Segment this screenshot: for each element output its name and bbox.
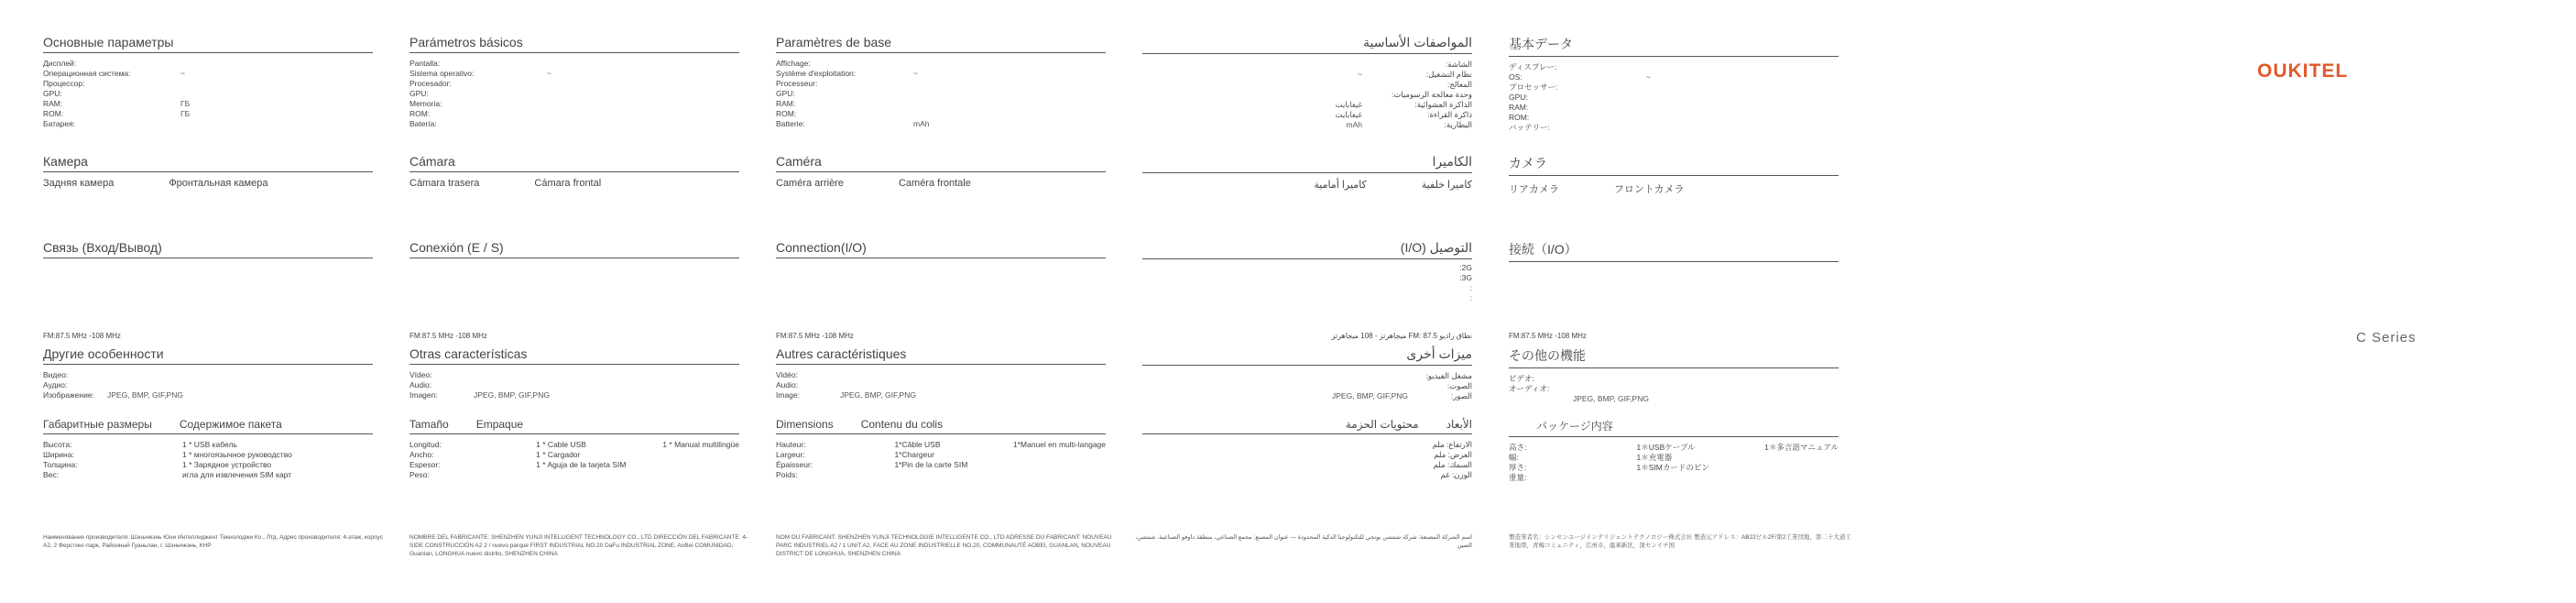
dimension-row: Высота:: [43, 440, 72, 449]
package-list: [894, 440, 1001, 480]
spec-label: نظام التشغيل:: [1425, 70, 1472, 79]
other-features-title: Другие особенности: [43, 346, 373, 365]
other-features-section: [776, 346, 1106, 400]
camera-labels: [1142, 179, 1472, 191]
spec-label: GPU:: [409, 89, 429, 98]
rear-camera-label: كاميرا خلفية: [1421, 180, 1472, 191]
basic-rows: [43, 59, 373, 129]
spec-label: الشاشة:: [1445, 60, 1472, 69]
other-features-section: [409, 346, 739, 400]
basic-title: 基本データ: [1509, 35, 1839, 57]
spec-label: المعالج:: [1447, 80, 1472, 89]
connection-section: [43, 240, 373, 258]
feature-row: [1509, 394, 1839, 404]
spec-label: الذاكرة العشوائية:: [1414, 100, 1472, 109]
dims-package-body: [43, 440, 373, 480]
dims-package-header: [1509, 418, 1839, 437]
feature-row: [1142, 371, 1472, 381]
connection-title: 接続（I/O）: [1509, 240, 1839, 262]
basic-title: Parámetros básicos: [409, 35, 739, 53]
package-item: 1 * Cable USB: [536, 440, 586, 449]
other-features-section: [1509, 346, 1839, 404]
spec-row: [1142, 100, 1472, 110]
spec-row: [43, 119, 373, 129]
spec-label: Батарея:: [43, 119, 76, 128]
spec-row: [1509, 82, 1839, 93]
spec-label: ROM:: [409, 109, 431, 118]
other-rows: [43, 370, 373, 400]
spec-row: [1509, 62, 1839, 72]
feature-label: Audio:: [409, 380, 432, 389]
connection-title: التوصيل (I/O): [1142, 240, 1472, 259]
other-rows: [409, 370, 739, 400]
manufacturer-footer: Наименование производителя: Шэньчжэнь Юни Интеллиджент Текнолоджи Ко., Лтд. Адрес производителя: 4-этаж, корпус А2, 2 Ферстинг-парк, Районный Гуаньлан, г. Шэньчжэнь, КНР: [43, 534, 383, 549]
other-features-title: Autres caractéristiques: [776, 346, 1106, 365]
spec-label: وحدة معالجة الرسوميات:: [1391, 90, 1472, 99]
dimension-row: الوزن: غم: [1440, 470, 1472, 479]
connection-rows: [1142, 263, 1472, 303]
spec-label: GPU:: [43, 89, 62, 98]
spec-column-fr: [776, 0, 1112, 603]
rear-camera-label: リアカメラ: [1509, 184, 1559, 195]
dimension-row: Espesor:: [409, 460, 441, 469]
basic-title: المواصفات الأساسية: [1142, 35, 1472, 54]
connection-title: Connection(I/O): [776, 240, 1106, 258]
camera-title: Caméra: [776, 154, 1106, 172]
package-item: 1 * USB кабель: [182, 440, 237, 449]
dimension-row: Толщина:: [43, 460, 78, 469]
spec-label: Memoria:: [409, 99, 442, 108]
feature-label: [1509, 394, 1564, 404]
manufacturer-footer: NOM DU FABRICANT: SHENZHEN YUNJI TECHNOLOGIE INTELLIGENTE CO., LTD ADRESSE DU FABRICANT: NOUVEAU PARC INDUSTRIEL A2 / 1 UNIT A2, FACE AU ZONE INDUSTRIELLE NO.20, COMMUNAUTÉ AOBEI, GUANLAN, NOUVEAU DISTRICT DE LONGHUA, SHENZHEN CHINA: [776, 534, 1112, 557]
spec-label: ذاكرة القراءة:: [1427, 110, 1472, 119]
package-title: Содержимое пакета: [179, 418, 282, 431]
basic-title: Paramètres de base: [776, 35, 1106, 53]
connection-row: :: [1469, 293, 1472, 302]
spec-row: [409, 79, 739, 89]
dims-package-header: [43, 418, 373, 434]
camera-labels: [776, 178, 1106, 189]
fm-range: FM:87.5 MHz -108 MHz: [1509, 332, 1587, 340]
dimension-row: 高さ:: [1509, 443, 1527, 452]
spec-label: RAM:: [43, 99, 63, 108]
brand-logo: OUKITEL: [2257, 60, 2349, 82]
dimensions-list: [1509, 443, 1626, 483]
spec-label: ROM:: [776, 109, 797, 118]
package-item: 1＊多言語マニュアル: [1764, 443, 1839, 452]
feature-label: Vídeo:: [409, 370, 432, 379]
front-camera-label: Caméra frontale: [898, 178, 971, 189]
front-camera-label: Cámara frontal: [534, 178, 602, 189]
dimensions-list: [409, 440, 525, 480]
package-item: 1 * Aguja de la tarjeta SIM: [536, 460, 627, 469]
dimension-row: Longitud:: [409, 440, 442, 449]
spec-value: غيغابايت: [1335, 110, 1362, 119]
rear-camera-label: Cámara trasera: [409, 178, 480, 189]
camera-section: [1142, 154, 1472, 191]
basic-section: [409, 35, 739, 129]
feature-value: JPEG, BMP, GIF,PNG: [107, 390, 183, 400]
spec-row: [1142, 80, 1472, 90]
dimensions-section: [43, 418, 373, 480]
dimension-row: السمك: ملم: [1433, 460, 1472, 469]
spec-label: Sistema operativo:: [409, 69, 475, 78]
rear-camera-label: Caméra arrière: [776, 178, 844, 189]
rear-camera-label: Задняя камера: [43, 178, 115, 189]
package-item: 1*Câble USB: [894, 440, 941, 449]
basic-section: [1509, 35, 1839, 133]
spec-label: バッテリー:: [1509, 123, 1550, 132]
spec-value: ~: [180, 69, 185, 78]
package-extra: [662, 440, 739, 480]
spec-label: Дисплей:: [43, 59, 77, 68]
package-list: [536, 440, 651, 480]
package-item: 1*Manuel en multi-langage: [1012, 440, 1106, 449]
spec-label: Batterie:: [776, 119, 805, 128]
spec-label: Pantalla:: [409, 59, 441, 68]
feature-row: [1142, 391, 1472, 401]
camera-title: カメラ: [1509, 154, 1839, 176]
front-camera-label: كاميرا أمامية: [1314, 180, 1367, 191]
spec-row: [776, 79, 1106, 89]
dimensions-list: [1344, 440, 1472, 480]
spec-label: RAM:: [776, 99, 796, 108]
spec-label: Affichage:: [776, 59, 811, 68]
feature-row: [43, 370, 373, 380]
spec-label: OS:: [1509, 72, 1523, 82]
dimensions-list: [43, 440, 171, 480]
dimension-row: 厚さ:: [1509, 463, 1527, 472]
feature-label: Audio:: [776, 380, 799, 389]
package-item: 1 * Зарядное устройство: [182, 460, 272, 469]
dimensions-title: Габаритные размеры: [43, 418, 152, 431]
spec-label: GPU:: [1509, 93, 1528, 102]
package-item: 1*Chargeur: [894, 450, 934, 459]
dimension-row: Hauteur:: [776, 440, 806, 449]
spec-label: Système d'exploitation:: [776, 69, 857, 78]
spec-row: [776, 59, 1106, 69]
spec-column-ru: [43, 0, 383, 603]
feature-label: مشغل الفيديو:: [1425, 371, 1472, 380]
spec-value: ГБ: [180, 109, 191, 118]
dimension-row: 幅:: [1509, 453, 1519, 462]
spec-label: プロセッサー:: [1509, 82, 1558, 92]
package-title: パッケージ内容: [1536, 420, 1613, 433]
package-list: [182, 440, 311, 480]
spec-row: [1509, 103, 1839, 113]
feature-label: Imagen:: [409, 390, 438, 400]
connection-row: 2G:: [1459, 263, 1472, 272]
package-list: [1637, 443, 1754, 483]
dimension-row: Largeur:: [776, 450, 805, 459]
dimension-row: Épaisseur:: [776, 460, 813, 469]
dimension-row: 重量:: [1509, 473, 1527, 482]
other-rows: [1509, 374, 1839, 404]
manufacturer-footer: 製造業者名：シンセンユージインテリジェントテクノロジー株式会社 製造元アドレス：AB22ビル2F/第2工業団地，第二十大道工業地帯，青梅コミュニティ，広州市，龍華新区，深センイチ国: [1509, 534, 1851, 549]
package-extra: [1764, 443, 1839, 483]
package-item: игла для извлечения SIM карт: [182, 470, 292, 479]
spec-row: [1142, 60, 1472, 70]
front-camera-label: フロントカメラ: [1613, 184, 1685, 195]
spec-row: [409, 59, 739, 69]
feature-value: JPEG, BMP, GIF,PNG: [840, 390, 916, 400]
spec-row: [409, 69, 739, 79]
camera-labels: [409, 178, 739, 189]
spec-row: [43, 89, 373, 99]
package-item: 1 * Cargador: [536, 450, 581, 459]
spec-value: ~: [1358, 70, 1362, 79]
fm-range: FM:87.5 MHz -108 MHz: [43, 332, 121, 340]
feature-value: JPEG, BMP, GIF,PNG: [1332, 391, 1408, 400]
feature-value: JPEG, BMP, GIF,PNG: [474, 390, 550, 400]
series-label: C Series: [2356, 330, 2417, 345]
spec-row: [43, 79, 373, 89]
spec-label: البطارية:: [1444, 120, 1472, 129]
dims-package-header: [776, 418, 1106, 434]
feature-label: الصور:: [1450, 391, 1472, 400]
connection-section: [776, 240, 1106, 258]
feature-label: Аудио:: [43, 380, 68, 389]
camera-title: الكاميرا: [1142, 154, 1472, 173]
other-features-section: [43, 346, 373, 400]
spec-row: [776, 89, 1106, 99]
spec-value: mAh: [913, 119, 930, 128]
dimensions-section: [1142, 418, 1472, 480]
spec-row: [409, 109, 739, 119]
spec-row: [1509, 113, 1839, 123]
dims-package-header: [1142, 418, 1472, 434]
fm-range: نطاق راديو FM: 87.5 ميجاهرتز - 108 ميجاهرتز: [1331, 332, 1472, 340]
spec-value: ~: [547, 69, 551, 78]
feature-label: Vidéo:: [776, 370, 798, 379]
connection-title: Связь (Вход/Вывод): [43, 240, 373, 258]
feature-row: [776, 370, 1106, 380]
spec-label: ROM:: [43, 109, 64, 118]
spec-column-ar: [1135, 0, 1472, 603]
feature-row: [409, 390, 739, 400]
spec-value: ГБ: [180, 99, 191, 108]
feature-value: JPEG, BMP, GIF,PNG: [1573, 394, 1649, 403]
spec-label: Операционная система:: [43, 69, 131, 78]
connection-section: [1142, 240, 1472, 303]
spec-row: [776, 119, 1106, 129]
spec-row: [43, 69, 373, 79]
feature-row: [776, 390, 1106, 400]
package-item: 1＊充電器: [1636, 453, 1673, 462]
feature-row: [1509, 374, 1839, 384]
package-item: 1＊USBケーブル: [1636, 443, 1696, 452]
feature-label: ビデオ:: [1509, 374, 1534, 383]
dims-package-body: [776, 440, 1106, 480]
basic-title: Основные параметры: [43, 35, 373, 53]
spec-value: ~: [1646, 72, 1651, 82]
feature-row: [43, 380, 373, 390]
dimensions-list: [776, 440, 883, 480]
dimension-row: Ширина:: [43, 450, 74, 459]
basic-rows: [1509, 62, 1839, 133]
spec-value: ~: [913, 69, 918, 78]
dims-package-body: [1509, 443, 1839, 483]
spec-row: [1142, 90, 1472, 100]
fm-range: FM:87.5 MHz -108 MHz: [776, 332, 854, 340]
spec-label: ROM:: [1509, 113, 1530, 122]
spec-value: غيغابايت: [1335, 100, 1362, 109]
feature-label: Изображение:: [43, 390, 94, 400]
camera-labels: [43, 178, 373, 189]
basic-rows: [409, 59, 739, 129]
feature-label: الصوت:: [1446, 381, 1472, 390]
feature-row: [409, 370, 739, 380]
camera-title: Cámara: [409, 154, 739, 172]
basic-section: [43, 35, 373, 129]
dimensions-title: Tamaño: [409, 418, 449, 431]
camera-title: Камера: [43, 154, 373, 172]
package-list: [1205, 440, 1333, 480]
package-item: 1*Pin de la carte SIM: [894, 460, 968, 469]
basic-rows: [1142, 60, 1472, 130]
spec-label: Processeur:: [776, 79, 818, 88]
connection-row: 3G:: [1459, 273, 1472, 282]
package-title: Empaque: [475, 418, 524, 431]
connection-section: [409, 240, 739, 258]
front-camera-label: Фронтальная камера: [169, 178, 268, 189]
connection-row: :: [1469, 283, 1472, 292]
spec-row: [409, 89, 739, 99]
feature-label: Image:: [776, 390, 800, 400]
spec-row: [776, 69, 1106, 79]
package-item: 1＊SIMカードのピン: [1636, 463, 1709, 472]
spec-row: [1142, 110, 1472, 120]
package-item: 1 * многоязычное руководство: [182, 450, 292, 459]
basic-section: [776, 35, 1106, 129]
dimensions-title: Dimensions: [776, 418, 834, 431]
spec-value: mAh: [1346, 120, 1362, 129]
dims-package-body: [1142, 440, 1472, 480]
spec-label: ディスプレー:: [1509, 62, 1557, 71]
dimensions-section: [1509, 418, 1839, 483]
feature-label: オーディオ:: [1509, 384, 1550, 393]
spec-column-ja: [1509, 0, 1851, 603]
basic-section: [1142, 35, 1472, 130]
other-features-section: [1142, 346, 1472, 401]
spec-row: [409, 119, 739, 129]
fm-range: FM:87.5 MHz -108 MHz: [409, 332, 487, 340]
camera-section: [43, 154, 373, 189]
basic-rows: [776, 59, 1106, 129]
package-extra: [1013, 440, 1106, 480]
connection-title: Conexión (E / S): [409, 240, 739, 258]
package-item: 1 * Manual multilingüe: [662, 440, 739, 449]
spec-row: [43, 109, 373, 119]
dimension-row: Poids:: [776, 470, 798, 479]
spec-label: Procesador:: [409, 79, 452, 88]
spec-row: [43, 99, 373, 109]
spec-label: GPU:: [776, 89, 795, 98]
dims-package-header: [409, 418, 739, 434]
other-features-title: Otras características: [409, 346, 739, 365]
other-features-title: ميزات أخرى: [1142, 346, 1472, 366]
other-features-title: その他の機能: [1509, 346, 1839, 368]
feature-row: [776, 380, 1106, 390]
camera-section: [1509, 154, 1839, 196]
other-rows: [1142, 371, 1472, 401]
dims-package-body: [409, 440, 739, 480]
dimensions-section: [776, 418, 1106, 480]
manufacturer-footer: اسم الشركة المصنعة: شركة شنتشن يونجي للتكنولوجيا الذكية المحدودة — عنوان المصنع: مجمع الصناعي، منطقة داوفو الصناعية، شنتشن، الصين: [1135, 534, 1472, 549]
dimension-row: Вес:: [43, 470, 60, 479]
feature-row: [1509, 384, 1839, 394]
spec-row: [776, 99, 1106, 109]
package-title: Contenu du colis: [860, 418, 944, 431]
spec-row: [1142, 120, 1472, 130]
spec-row: [776, 109, 1106, 119]
spec-row: [1509, 72, 1839, 82]
dimension-row: Peso:: [409, 470, 430, 479]
spec-label: RAM:: [1509, 103, 1529, 112]
camera-labels: [1509, 181, 1839, 196]
manufacturer-footer: NOMBRE DEL FABRICANTE: SHENZHEN YUNJI INTELLIGENT TECHNOLOGY CO., LTD DIRECCIÓN DEL FABRICANTE: 4-SIDE CONSTRUCCIÓN A2 2 / nuevo parque FIRST INDUSTRIAL NO.20 DaFu INDUSTRIAL ZONE, AoBei COMUNIDAD, Guanlan, LONGHUA nuevo distrito, SHENZHEN CHINA: [409, 534, 748, 557]
camera-section: [409, 154, 739, 189]
feature-row: [1142, 381, 1472, 391]
dimension-row: الارتفاع: ملم: [1432, 440, 1472, 449]
feature-label: Видео:: [43, 370, 69, 379]
spec-row: [1509, 123, 1839, 133]
connection-section: [1509, 240, 1839, 262]
dimension-row: Ancho:: [409, 450, 434, 459]
spec-column-es: [409, 0, 748, 603]
feature-row: [409, 380, 739, 390]
spec-label: Процессор:: [43, 79, 85, 88]
dimension-row: العرض: ملم: [1434, 450, 1472, 459]
spec-label: Batería:: [409, 119, 437, 128]
camera-section: [776, 154, 1106, 189]
spec-row: [43, 59, 373, 69]
feature-row: [43, 390, 373, 400]
other-rows: [776, 370, 1106, 400]
spec-row: [1509, 93, 1839, 103]
dimensions-title: الأبعاد: [1446, 418, 1472, 431]
spec-row: [409, 99, 739, 109]
dimensions-section: [409, 418, 739, 480]
package-title: محتويات الحزمة: [1345, 418, 1419, 431]
spec-row: [1142, 70, 1472, 80]
